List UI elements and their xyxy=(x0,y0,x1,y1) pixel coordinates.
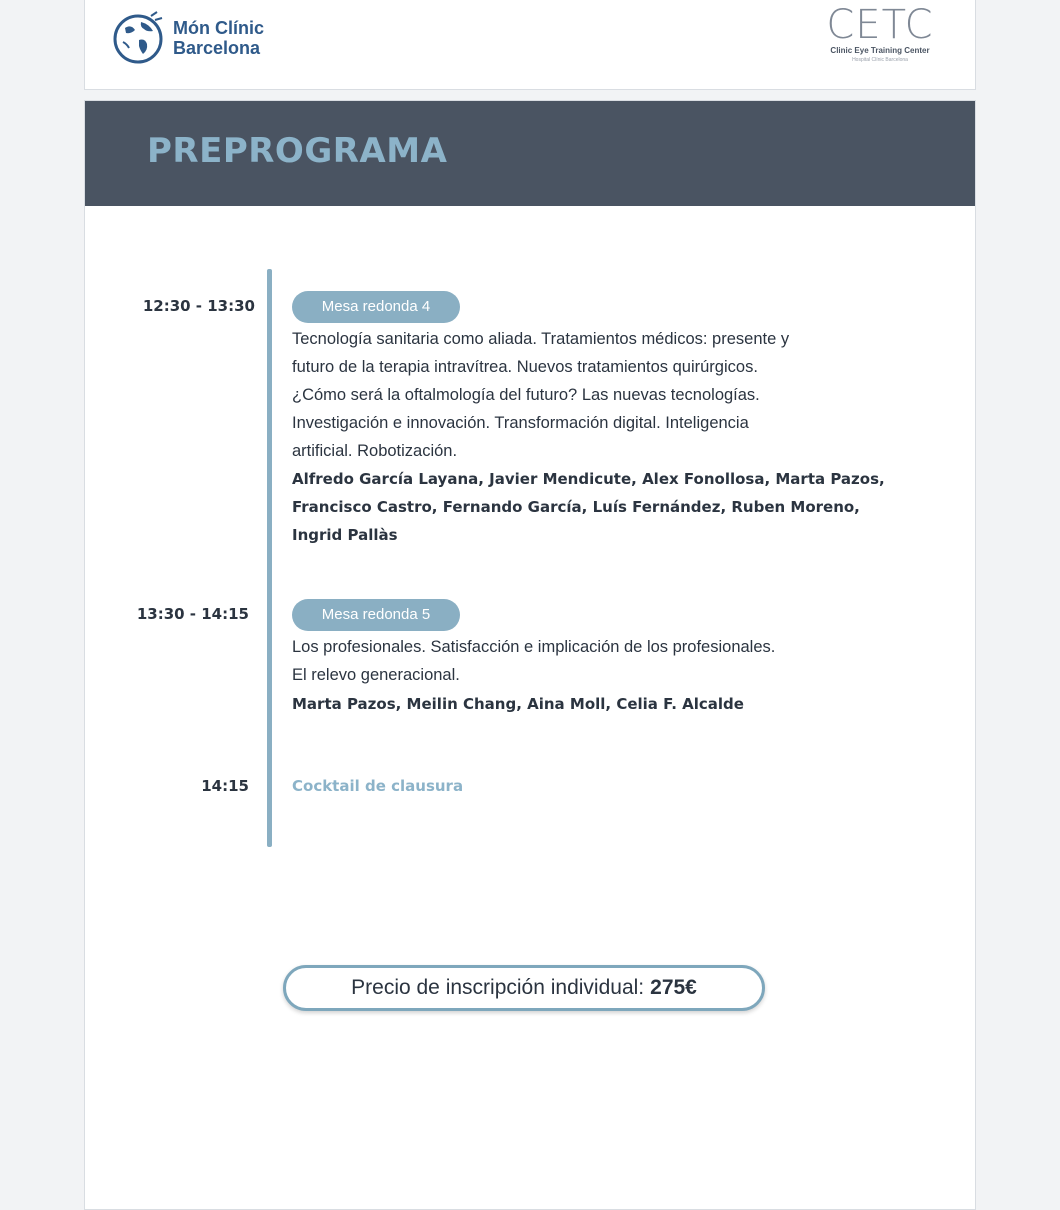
description-line: futuro de la terapia intravítrea. Nuevos tratamientos quirúrgicos. xyxy=(292,358,758,376)
cetc-subtitle: Clinic Eye Training Center xyxy=(830,46,930,55)
price-label: Precio de inscripción individual: xyxy=(351,976,645,999)
timeline-line xyxy=(267,269,272,847)
session-1-tag: Mesa redonda 4 xyxy=(292,291,460,323)
title-banner xyxy=(85,101,975,206)
description-line: ¿Cómo será la oftalmología del futuro? Las nuevas tecnologías. xyxy=(292,386,760,404)
session-2-time: 13:30 - 14:15 xyxy=(136,605,249,623)
description-line: Tecnología sanitaria como aliada. Tratamientos médicos: presente y xyxy=(292,330,790,348)
price-amount: 275€ xyxy=(650,976,697,999)
session-1-speakers xyxy=(292,465,942,549)
mon-clinic-logo xyxy=(111,8,264,68)
page-title: PREPROGRAMA xyxy=(147,131,448,171)
speaker-line: Ingrid Pallàs xyxy=(292,526,398,544)
speaker-line: Marta Pazos, Meilin Chang, Aina Moll, Celia F. Alcalde xyxy=(292,695,744,713)
cetc-tagline: Hospital Clínic Barcelona xyxy=(852,57,908,63)
session-2-speakers xyxy=(292,690,942,718)
session-1-time: 12:30 - 13:30 xyxy=(142,297,255,315)
description-line: Los profesionales. Satisfacción e implicación de los profesionales. xyxy=(292,638,776,656)
session-3-time: 14:15 xyxy=(201,777,249,795)
program-card xyxy=(84,100,976,1210)
closing-cocktail: Cocktail de clausura xyxy=(292,777,464,795)
description-line: artificial. Robotización. xyxy=(292,442,458,460)
logo-line-1: Món Clínic xyxy=(173,18,264,38)
globe-icon xyxy=(111,8,165,68)
session-1-description xyxy=(292,325,942,465)
cetc-logo xyxy=(815,2,945,63)
session-2-tag: Mesa redonda 5 xyxy=(292,599,460,631)
description-line: El relevo generacional. xyxy=(292,666,460,684)
cetc-mark: CETC xyxy=(826,2,934,48)
session-2-description xyxy=(292,633,942,689)
description-line: Investigación e innovación. Transformación digital. Inteligencia xyxy=(292,414,749,432)
price-box xyxy=(283,965,765,1011)
speaker-line: Alfredo García Layana, Javier Mendicute, Alex Fonollosa, Marta Pazos, xyxy=(292,470,885,488)
speaker-line: Francisco Castro, Fernando García, Luís Fernández, Ruben Moreno, xyxy=(292,498,860,516)
header-card xyxy=(84,0,976,90)
logo-line-2: Barcelona xyxy=(173,38,261,58)
